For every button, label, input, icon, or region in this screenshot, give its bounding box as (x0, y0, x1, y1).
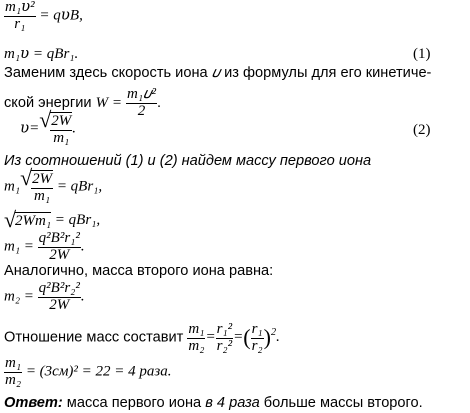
text: ской энергии (4, 94, 92, 111)
fraction (38, 281, 81, 313)
fraction-numerator: r₁ (251, 321, 263, 337)
fraction-denominator: 2W (49, 297, 70, 313)
symbol-v: 𝜐 (211, 65, 221, 81)
fraction-denominator: m₁ (34, 188, 51, 204)
fraction-denominator: 2W (49, 247, 70, 263)
equation-2 (20, 107, 76, 146)
equation-1: m₁𝜐 = qBr₁. (4, 46, 79, 62)
text: масса первого иона (66, 395, 202, 411)
fraction-numerator: q²B²r₂² (38, 280, 80, 296)
text: . (276, 329, 280, 346)
fraction-numerator: r₁² (216, 321, 233, 337)
fraction-numerator: 2W (32, 171, 53, 187)
text: = (205, 329, 216, 346)
text: Заменим здесь скорость иона (4, 65, 208, 81)
fraction-numerator: m₁ (188, 321, 205, 337)
paragraph-second-ion: Аналогично, масса второго иона равна: (4, 263, 274, 279)
fraction-denominator: m₂ (5, 372, 22, 388)
fraction-denominator: r₂ (251, 338, 263, 354)
fraction-denominator: m₂ (188, 338, 205, 354)
square-root (39, 107, 72, 146)
fraction (4, 356, 22, 388)
equation-4 (4, 207, 101, 232)
fraction (31, 172, 53, 204)
fraction-denominator: 2 (137, 103, 146, 119)
paragraph-find-mass: Из соотношений (1) и (2) найдем массу первого иона (4, 153, 372, 169)
radical-sign: √ (4, 207, 17, 232)
equation-rhs: = qBr₁, (56, 178, 103, 195)
equation-lhs: m₂ = (4, 288, 34, 305)
equation-5 (4, 231, 85, 263)
text: . (80, 238, 85, 255)
equation-lhs: m₁ = (4, 238, 34, 255)
answer-line (4, 396, 423, 411)
fraction (216, 322, 234, 354)
fraction (38, 231, 81, 263)
equation-rhs: = qBr₁, (54, 211, 101, 228)
symbol-W: W = (95, 94, 122, 111)
fraction-numerator: q²B²r₁² (38, 230, 80, 246)
equation-6 (4, 281, 85, 313)
fraction (4, 0, 36, 32)
equation-3 (4, 165, 103, 204)
exponent: 2 (270, 327, 277, 339)
fraction-denominator: r₁ (14, 16, 26, 32)
equation-lhs: 𝜐= (20, 120, 40, 137)
fraction-denominator: r₂² (216, 338, 233, 354)
text: в 4 раза (205, 395, 260, 411)
answer-label: Ответ: (4, 395, 63, 411)
text: = (233, 329, 244, 346)
square-root (4, 207, 52, 232)
fraction-numerator: 2W (51, 113, 72, 129)
square-root (20, 165, 53, 204)
paragraph-replace-speed (4, 66, 431, 81)
fraction (187, 322, 205, 354)
paragraph-mass-ratio: Отношение масс составит $\frac{\text{m₁}}{\text{m₂}}$ = $\frac{\text{r₁²}}{\text{r₂²}}$ =( $\frac{\text{r₁}}{\text{r₂}}$ )$^2$. (4, 321, 280, 354)
text: Отношение масс составит (4, 329, 184, 346)
fraction-denominator: m₁ (53, 130, 70, 146)
equation-number-1: (1) (413, 46, 431, 62)
fraction (50, 114, 72, 146)
fraction (126, 87, 157, 119)
radical-sign: √ (39, 107, 52, 132)
fraction (251, 322, 264, 354)
fraction-numerator: m₁𝜐² (127, 86, 156, 102)
equation-rhs: = q𝜐B, (39, 7, 83, 24)
equation-centripetal (4, 0, 83, 32)
text: больше массы второго. (263, 395, 423, 411)
text: . (72, 120, 76, 137)
radicand: 2Wm₁ (15, 213, 52, 229)
fraction-numerator: m₁ (5, 355, 22, 371)
equation-lhs: m₁ (4, 178, 21, 195)
fraction-numerator: m₁𝜐² (5, 0, 35, 15)
equation-number-2: (2) (413, 122, 431, 138)
text: . (80, 288, 85, 305)
text: . (156, 94, 162, 111)
equation-7 (4, 356, 172, 388)
radical-sign: √ (20, 165, 33, 190)
equation-rhs: = (3см)² = 22 = 4 раза. (25, 363, 172, 380)
text: из формулы для его кинетиче- (224, 65, 432, 81)
